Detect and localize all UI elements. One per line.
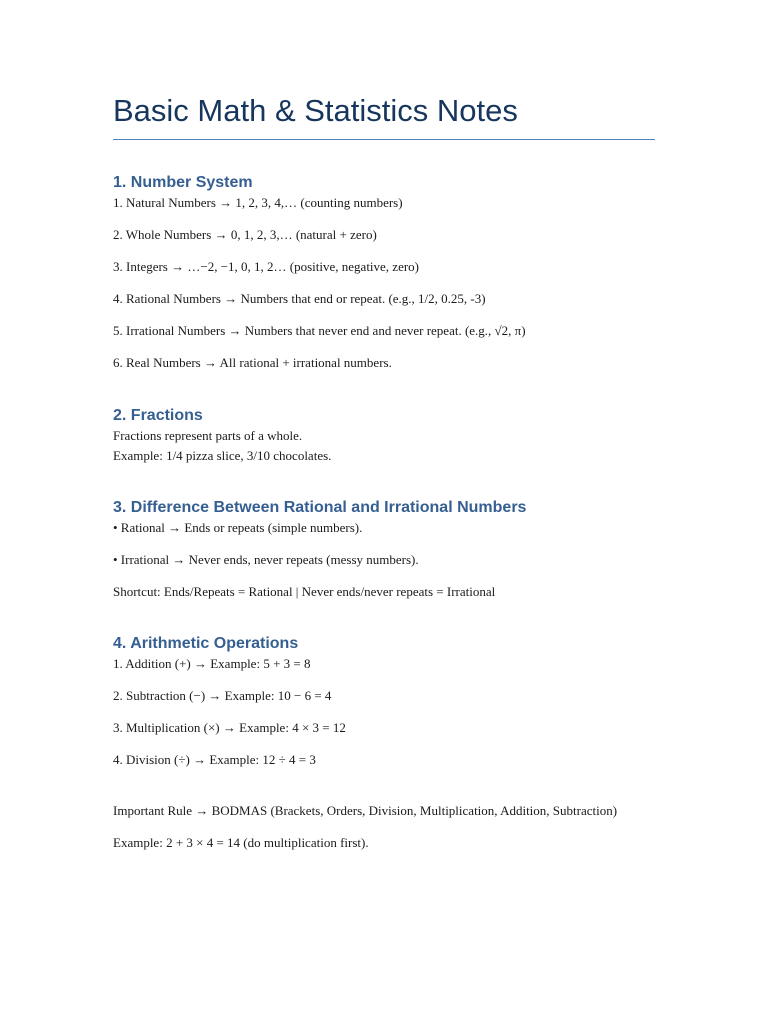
list-item: 2. Whole Numbers → 0, 1, 2, 3,… (natural + zero) bbox=[113, 226, 377, 242]
shortcut-line: Shortcut: Ends/Repeats = Rational | Never ends/never repeats = Irrational bbox=[113, 583, 496, 599]
section-heading: 1. Number System bbox=[113, 173, 253, 191]
section-heading: 3. Difference Between Rational and Irrational Numbers bbox=[113, 498, 527, 516]
list-item: 5. Irrational Numbers → Numbers that never end and never repeat. (e.g., √2, π) bbox=[113, 322, 526, 338]
list-item: 2. Subtraction (−) → Example: 10 − 6 = 4 bbox=[113, 687, 332, 703]
list-item: 4. Rational Numbers → Numbers that end or repeat. (e.g., 1/2, 0.25, -3) bbox=[113, 290, 486, 306]
list-item: 1. Addition (+) → Example: 5 + 3 = 8 bbox=[113, 655, 311, 671]
section-arithmetic-operations bbox=[113, 634, 655, 853]
section-rational-vs-irrational bbox=[113, 498, 655, 602]
section-heading: 4. Arithmetic Operations bbox=[113, 634, 299, 652]
list-item: 3. Multiplication (×) → Example: 4 × 3 = 12 bbox=[113, 719, 346, 735]
list-item: • Rational → Ends or repeats (simple numbers). bbox=[113, 519, 363, 535]
list-item: 3. Integers → …−2, −1, 0, 1, 2… (positive, negative, zero) bbox=[113, 258, 420, 274]
list-item: 1. Natural Numbers → 1, 2, 3, 4,… (counting numbers) bbox=[113, 194, 403, 210]
paragraph-line: Fractions represent parts of a whole. bbox=[113, 427, 303, 443]
paragraph-line: Example: 1/4 pizza slice, 3/10 chocolates. bbox=[113, 447, 332, 463]
document-page bbox=[113, 92, 655, 853]
list-item: 4. Division (÷) → Example: 12 ÷ 4 = 3 bbox=[113, 751, 316, 767]
list-item: • Irrational → Never ends, never repeats (messy numbers). bbox=[113, 551, 419, 567]
section-number-system bbox=[113, 173, 655, 373]
section-fractions bbox=[113, 406, 655, 466]
document-title: Basic Math & Statistics Notes bbox=[113, 92, 655, 140]
section-heading: 2. Fractions bbox=[113, 406, 203, 424]
bodmas-example: Example: 2 + 3 × 4 = 14 (do multiplication first). bbox=[113, 834, 369, 850]
list-item: 6. Real Numbers → All rational + irrational numbers. bbox=[113, 354, 392, 370]
bodmas-rule: Important Rule → BODMAS (Brackets, Orders, Division, Multiplication, Addition, Subtraction) bbox=[113, 802, 618, 818]
